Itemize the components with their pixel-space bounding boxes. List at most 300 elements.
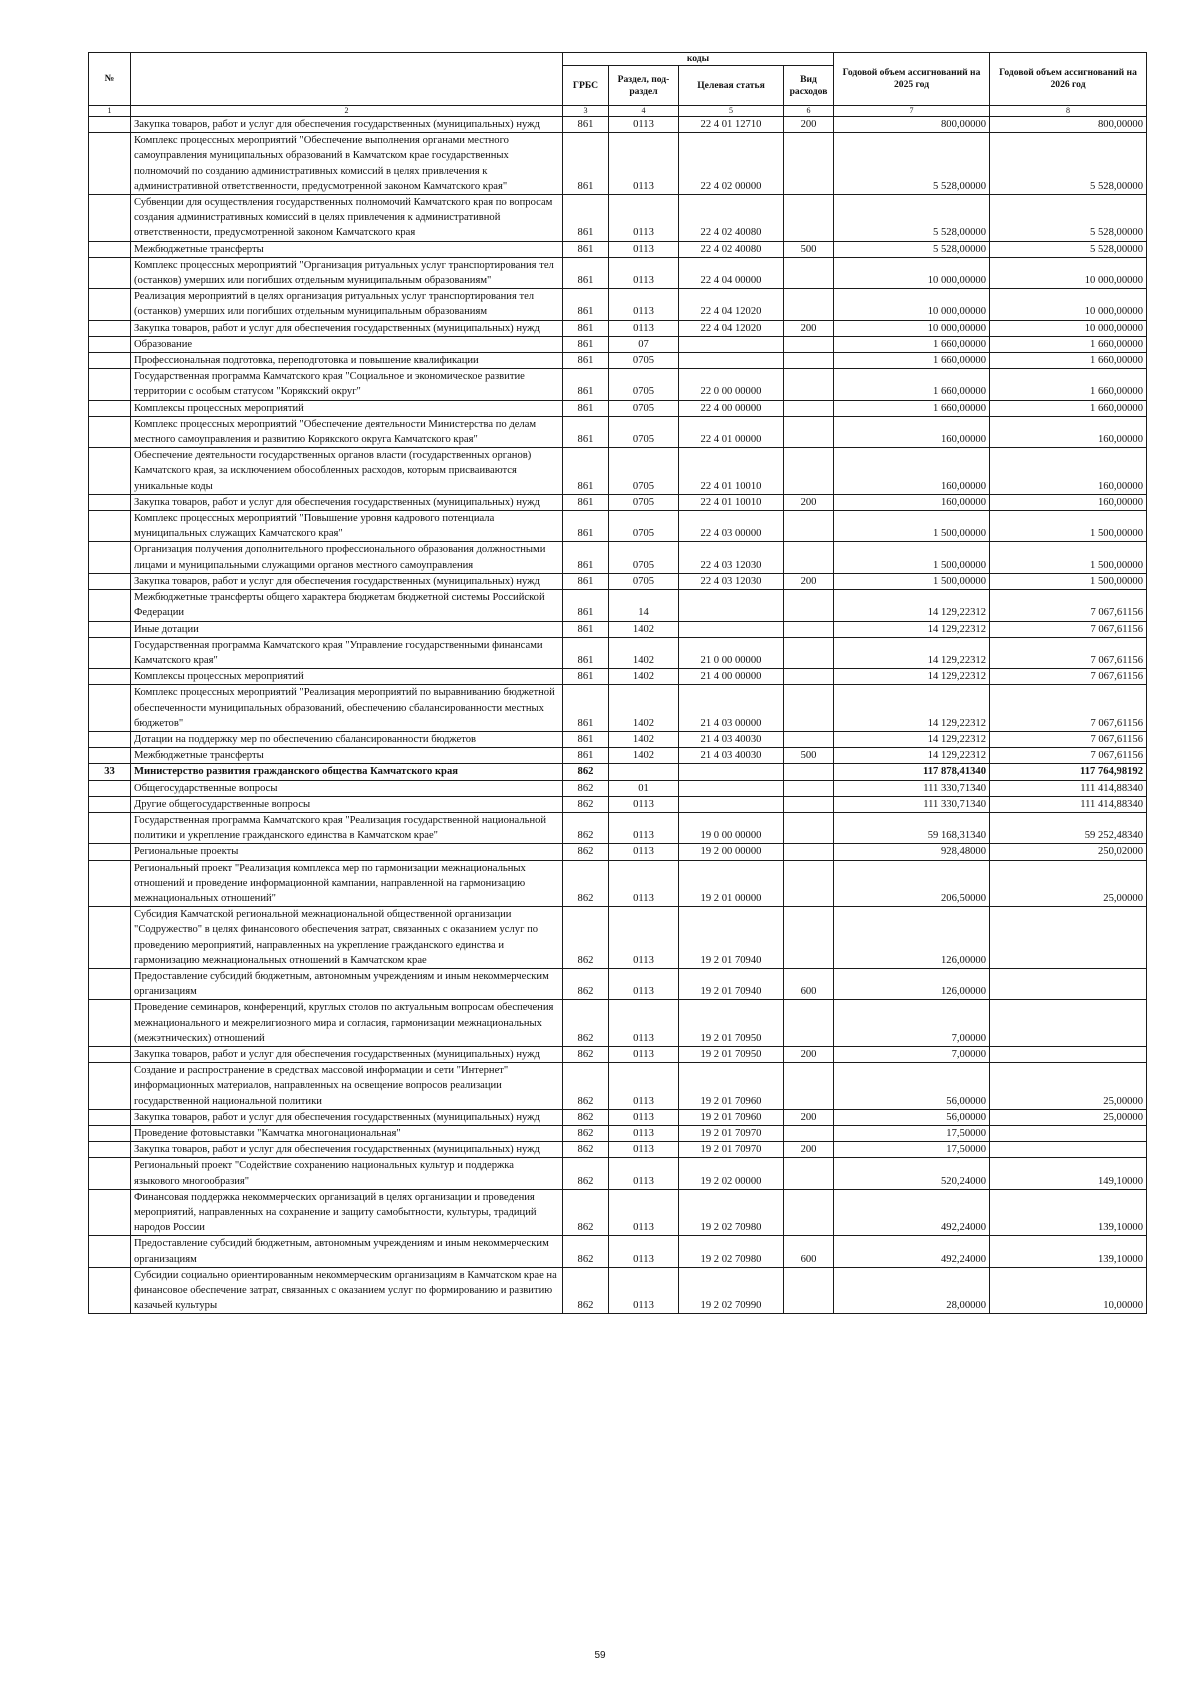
row-target <box>679 780 784 796</box>
row-amount-2025: 1 660,00000 <box>834 400 990 416</box>
row-target: 19 2 00 00000 <box>679 844 784 860</box>
row-amount-2025: 160,00000 <box>834 416 990 447</box>
row-target: 21 4 03 40030 <box>679 748 784 764</box>
row-section: 0113 <box>609 117 679 133</box>
row-number <box>89 637 131 668</box>
row-amount-2026: 7 067,61156 <box>990 685 1147 732</box>
row-name: Комплекс процессных мероприятий "Повышение уровня кадрового потенциала муниципальных служащих Камчатского края" <box>131 511 563 542</box>
row-amount-2026: 111 414,88340 <box>990 780 1147 796</box>
table-row <box>89 511 1147 542</box>
row-amount-2025: 928,48000 <box>834 844 990 860</box>
row-section: 0113 <box>609 796 679 812</box>
row-number <box>89 731 131 747</box>
row-name: Региональный проект "Содействие сохранению национальных культур и поддержка языкового многообразия" <box>131 1158 563 1189</box>
table-row <box>89 748 1147 764</box>
row-grbs: 862 <box>563 780 609 796</box>
row-target: 22 4 03 00000 <box>679 511 784 542</box>
table-row <box>89 1189 1147 1236</box>
header-section: Раздел, под-раздел <box>609 66 679 106</box>
row-section: 0113 <box>609 812 679 843</box>
row-amount-2026 <box>990 907 1147 969</box>
row-grbs: 861 <box>563 195 609 242</box>
header-no: № <box>89 53 131 106</box>
row-section: 0113 <box>609 1046 679 1062</box>
row-section: 0705 <box>609 542 679 573</box>
table-row <box>89 907 1147 969</box>
row-section: 0113 <box>609 1189 679 1236</box>
row-amount-2025: 206,50000 <box>834 860 990 907</box>
row-amount-2025: 1 500,00000 <box>834 573 990 589</box>
row-number <box>89 748 131 764</box>
row-amount-2026: 149,10000 <box>990 1158 1147 1189</box>
row-amount-2026: 59 252,48340 <box>990 812 1147 843</box>
row-number <box>89 400 131 416</box>
row-number <box>89 844 131 860</box>
row-section: 0705 <box>609 400 679 416</box>
table-row <box>89 860 1147 907</box>
row-amount-2026 <box>990 1126 1147 1142</box>
row-target: 19 2 02 00000 <box>679 1158 784 1189</box>
row-amount-2025: 17,50000 <box>834 1126 990 1142</box>
row-amount-2025: 126,00000 <box>834 907 990 969</box>
row-amount-2026: 7 067,61156 <box>990 669 1147 685</box>
row-amount-2026: 1 500,00000 <box>990 573 1147 589</box>
row-target: 22 4 01 00000 <box>679 416 784 447</box>
row-name: Закупка товаров, работ и услуг для обеспечения государственных (муниципальных) нужд <box>131 117 563 133</box>
row-target: 19 2 01 70970 <box>679 1142 784 1158</box>
row-grbs: 861 <box>563 542 609 573</box>
row-amount-2025: 14 129,22312 <box>834 590 990 621</box>
row-section <box>609 764 679 780</box>
row-name: Закупка товаров, работ и услуг для обеспечения государственных (муниципальных) нужд <box>131 573 563 589</box>
row-name: Предоставление субсидий бюджетным, автономным учреждениям и иным некоммерческим организациям <box>131 968 563 999</box>
row-section: 0113 <box>609 968 679 999</box>
row-grbs: 861 <box>563 621 609 637</box>
row-name: Образование <box>131 336 563 352</box>
row-expense-type <box>784 1063 834 1110</box>
row-amount-2026: 1 660,00000 <box>990 336 1147 352</box>
row-expense-type <box>784 764 834 780</box>
table-row <box>89 133 1147 195</box>
row-number <box>89 257 131 288</box>
row-target: 22 4 02 40080 <box>679 241 784 257</box>
row-grbs: 861 <box>563 133 609 195</box>
row-section: 0113 <box>609 1236 679 1267</box>
row-target <box>679 353 784 369</box>
row-expense-type: 200 <box>784 573 834 589</box>
row-grbs: 861 <box>563 511 609 542</box>
row-target: 19 2 02 70990 <box>679 1267 784 1314</box>
row-name: Межбюджетные трансферты <box>131 748 563 764</box>
row-grbs: 862 <box>563 1158 609 1189</box>
table-row <box>89 764 1147 780</box>
row-number <box>89 133 131 195</box>
row-amount-2026: 7 067,61156 <box>990 637 1147 668</box>
row-amount-2026: 5 528,00000 <box>990 133 1147 195</box>
row-amount-2026: 7 067,61156 <box>990 731 1147 747</box>
table-row <box>89 590 1147 621</box>
row-section: 0705 <box>609 448 679 495</box>
row-amount-2025: 10 000,00000 <box>834 289 990 320</box>
row-number <box>89 1126 131 1142</box>
table-row <box>89 241 1147 257</box>
row-target: 19 2 01 70950 <box>679 1046 784 1062</box>
row-amount-2025: 7,00000 <box>834 1046 990 1062</box>
table-row <box>89 1063 1147 1110</box>
row-name: Комплекс процессных мероприятий "Обеспечение деятельности Министерства по делам местного самоуправления и развитию Корякского округа Камчатского края" <box>131 416 563 447</box>
row-grbs: 862 <box>563 1189 609 1236</box>
row-number <box>89 241 131 257</box>
row-name: Комплекс процессных мероприятий "Реализация мероприятий по выравниванию бюджетной обеспеченности муниципальных образований, обеспечению сбалансированности местных бюджетов" <box>131 685 563 732</box>
row-expense-type <box>784 195 834 242</box>
row-grbs: 861 <box>563 400 609 416</box>
row-amount-2025: 111 330,71340 <box>834 796 990 812</box>
row-amount-2025: 5 528,00000 <box>834 241 990 257</box>
row-name: Комплекс процессных мероприятий "Организация ритуальных услуг транспортирования тел (останков) умерших или погибших отдельным муниципальным образованиям" <box>131 257 563 288</box>
row-amount-2025: 117 878,41340 <box>834 764 990 780</box>
row-section: 0113 <box>609 1267 679 1314</box>
row-grbs: 862 <box>563 1046 609 1062</box>
row-number <box>89 1046 131 1062</box>
row-target <box>679 590 784 621</box>
header-grbs: ГРБС <box>563 66 609 106</box>
table-row <box>89 542 1147 573</box>
table-row <box>89 1158 1147 1189</box>
row-name: Общегосударственные вопросы <box>131 780 563 796</box>
col-number: 7 <box>834 106 990 117</box>
row-section: 0113 <box>609 257 679 288</box>
row-amount-2025: 59 168,31340 <box>834 812 990 843</box>
row-section: 0705 <box>609 416 679 447</box>
table-row <box>89 573 1147 589</box>
row-amount-2025: 160,00000 <box>834 494 990 510</box>
row-expense-type <box>784 812 834 843</box>
row-expense-type <box>784 1189 834 1236</box>
row-number <box>89 195 131 242</box>
row-amount-2025: 492,24000 <box>834 1236 990 1267</box>
table-row <box>89 1000 1147 1047</box>
row-number <box>89 1236 131 1267</box>
row-number <box>89 1158 131 1189</box>
row-target <box>679 764 784 780</box>
row-grbs: 861 <box>563 494 609 510</box>
table-row <box>89 336 1147 352</box>
row-number <box>89 685 131 732</box>
row-section: 1402 <box>609 637 679 668</box>
row-section: 0113 <box>609 133 679 195</box>
row-expense-type <box>784 621 834 637</box>
row-amount-2026 <box>990 1000 1147 1047</box>
row-expense-type: 200 <box>784 320 834 336</box>
row-number <box>89 416 131 447</box>
row-amount-2025: 160,00000 <box>834 448 990 495</box>
row-expense-type <box>784 336 834 352</box>
row-number <box>89 369 131 400</box>
header-target: Целевая статья <box>679 66 784 106</box>
row-grbs: 861 <box>563 669 609 685</box>
row-target: 21 4 03 00000 <box>679 685 784 732</box>
row-expense-type <box>784 353 834 369</box>
row-expense-type <box>784 1267 834 1314</box>
row-grbs: 861 <box>563 448 609 495</box>
row-grbs: 861 <box>563 416 609 447</box>
row-amount-2026: 10 000,00000 <box>990 320 1147 336</box>
row-number <box>89 907 131 969</box>
row-number <box>89 796 131 812</box>
row-expense-type: 200 <box>784 1046 834 1062</box>
row-expense-type <box>784 637 834 668</box>
row-amount-2025: 1 500,00000 <box>834 511 990 542</box>
row-section: 0113 <box>609 860 679 907</box>
row-name: Региональный проект "Реализация комплекса мер по гармонизации межнациональных отношений и проведение информационной кампании, направленной на гармонизацию межнациональных отношений" <box>131 860 563 907</box>
row-target: 22 4 01 10010 <box>679 448 784 495</box>
row-expense-type <box>784 257 834 288</box>
row-amount-2025: 111 330,71340 <box>834 780 990 796</box>
row-number <box>89 1063 131 1110</box>
row-name: Комплекс процессных мероприятий "Обеспечение выполнения органами местного самоуправления муниципальных образований в Камчатском крае государственных полномочий по созданию административных комиссий в целях привлечения к административной ответственности, предусмотренной законом Камчатского края" <box>131 133 563 195</box>
row-amount-2025: 1 660,00000 <box>834 369 990 400</box>
row-section: 07 <box>609 336 679 352</box>
row-amount-2025: 126,00000 <box>834 968 990 999</box>
table-row <box>89 1046 1147 1062</box>
row-name: Закупка товаров, работ и услуг для обеспечения государственных (муниципальных) нужд <box>131 494 563 510</box>
row-expense-type <box>784 448 834 495</box>
row-name: Межбюджетные трансферты <box>131 241 563 257</box>
row-target <box>679 796 784 812</box>
budget-table <box>88 52 1147 1314</box>
row-amount-2026: 111 414,88340 <box>990 796 1147 812</box>
row-amount-2025: 14 129,22312 <box>834 685 990 732</box>
row-number <box>89 542 131 573</box>
row-amount-2025: 28,00000 <box>834 1267 990 1314</box>
row-number <box>89 494 131 510</box>
row-name: Проведение фотовыставки "Камчатка многонациональная" <box>131 1126 563 1142</box>
col-number: 5 <box>679 106 784 117</box>
row-grbs: 861 <box>563 353 609 369</box>
row-section: 0705 <box>609 511 679 542</box>
table-row <box>89 669 1147 685</box>
row-name: Закупка товаров, работ и услуг для обеспечения государственных (муниципальных) нужд <box>131 1109 563 1125</box>
row-target: 22 0 00 00000 <box>679 369 784 400</box>
table-row <box>89 1142 1147 1158</box>
row-amount-2025: 492,24000 <box>834 1189 990 1236</box>
row-target <box>679 621 784 637</box>
row-grbs: 862 <box>563 907 609 969</box>
row-grbs: 862 <box>563 1142 609 1158</box>
row-amount-2026: 10 000,00000 <box>990 257 1147 288</box>
row-number <box>89 1189 131 1236</box>
row-grbs: 862 <box>563 844 609 860</box>
row-grbs: 861 <box>563 117 609 133</box>
row-amount-2026: 1 500,00000 <box>990 511 1147 542</box>
row-section: 1402 <box>609 669 679 685</box>
row-name: Государственная программа Камчатского края "Управление государственными финансами Камчатского края" <box>131 637 563 668</box>
row-number <box>89 1000 131 1047</box>
row-name: Реализация мероприятий в целях организация ритуальных услуг транспортирования тел (останков) умерших или погибших отдельным муниципальным образованиям <box>131 289 563 320</box>
row-section: 0705 <box>609 353 679 369</box>
row-amount-2025: 14 129,22312 <box>834 621 990 637</box>
table-row <box>89 812 1147 843</box>
row-amount-2026: 139,10000 <box>990 1236 1147 1267</box>
row-amount-2026 <box>990 1142 1147 1158</box>
row-target: 19 2 01 70950 <box>679 1000 784 1047</box>
table-row <box>89 353 1147 369</box>
col-number: 3 <box>563 106 609 117</box>
row-grbs: 861 <box>563 637 609 668</box>
row-grbs: 862 <box>563 1267 609 1314</box>
row-target: 22 4 02 00000 <box>679 133 784 195</box>
table-row <box>89 1236 1147 1267</box>
row-amount-2025: 10 000,00000 <box>834 257 990 288</box>
table-row <box>89 448 1147 495</box>
row-grbs: 862 <box>563 1109 609 1125</box>
col-number: 6 <box>784 106 834 117</box>
table-row <box>89 796 1147 812</box>
row-number <box>89 590 131 621</box>
row-number <box>89 336 131 352</box>
row-expense-type: 200 <box>784 1142 834 1158</box>
row-number <box>89 780 131 796</box>
row-expense-type <box>784 400 834 416</box>
row-target: 19 2 01 70970 <box>679 1126 784 1142</box>
budget-table-page <box>88 52 1146 1314</box>
row-amount-2026: 117 764,98192 <box>990 764 1147 780</box>
row-section: 0705 <box>609 369 679 400</box>
row-amount-2025: 7,00000 <box>834 1000 990 1047</box>
row-expense-type <box>784 590 834 621</box>
row-section: 0113 <box>609 1063 679 1110</box>
table-row <box>89 1267 1147 1314</box>
row-name: Закупка товаров, работ и услуг для обеспечения государственных (муниципальных) нужд <box>131 1046 563 1062</box>
row-expense-type: 200 <box>784 117 834 133</box>
row-grbs: 862 <box>563 812 609 843</box>
row-section: 0705 <box>609 494 679 510</box>
row-amount-2026: 1 660,00000 <box>990 400 1147 416</box>
row-expense-type: 200 <box>784 494 834 510</box>
row-expense-type <box>784 860 834 907</box>
row-target: 22 4 04 12020 <box>679 320 784 336</box>
row-target: 21 4 03 40030 <box>679 731 784 747</box>
row-section: 0113 <box>609 1158 679 1189</box>
row-target: 22 4 01 10010 <box>679 494 784 510</box>
row-amount-2026: 10,00000 <box>990 1267 1147 1314</box>
row-amount-2025: 14 129,22312 <box>834 731 990 747</box>
row-grbs: 862 <box>563 860 609 907</box>
row-section: 1402 <box>609 731 679 747</box>
row-expense-type <box>784 1158 834 1189</box>
row-target: 21 4 00 00000 <box>679 669 784 685</box>
row-amount-2025: 10 000,00000 <box>834 320 990 336</box>
row-amount-2026: 160,00000 <box>990 416 1147 447</box>
row-amount-2025: 14 129,22312 <box>834 748 990 764</box>
row-amount-2025: 56,00000 <box>834 1109 990 1125</box>
row-amount-2025: 17,50000 <box>834 1142 990 1158</box>
row-amount-2025: 56,00000 <box>834 1063 990 1110</box>
col-number: 1 <box>89 106 131 117</box>
table-row <box>89 320 1147 336</box>
row-target: 22 4 03 12030 <box>679 542 784 573</box>
row-expense-type <box>784 685 834 732</box>
row-grbs: 862 <box>563 1000 609 1047</box>
row-name: Комплексы процессных мероприятий <box>131 669 563 685</box>
row-expense-type <box>784 542 834 573</box>
row-amount-2026: 1 500,00000 <box>990 542 1147 573</box>
row-grbs: 861 <box>563 320 609 336</box>
row-target: 19 2 01 00000 <box>679 860 784 907</box>
row-grbs: 861 <box>563 731 609 747</box>
row-name: Субвенции для осуществления государственных полномочий Камчатского края по вопросам создания административных комиссий в целях привлечения к административной ответственности, предусмотренной законом Камчатского края <box>131 195 563 242</box>
row-number <box>89 573 131 589</box>
row-section: 0113 <box>609 1142 679 1158</box>
table-row <box>89 195 1147 242</box>
table-row <box>89 1126 1147 1142</box>
table-body <box>89 117 1147 1314</box>
table-row <box>89 289 1147 320</box>
row-name: Региональные проекты <box>131 844 563 860</box>
row-name: Субсидии социально ориентированным некоммерческим организациям в Камчатском крае на финансовое обеспечение затрат, связанных с оказанием услуг по формированию и развитию казачьей культуры <box>131 1267 563 1314</box>
row-name: Профессиональная подготовка, переподготовка и повышение квалификации <box>131 353 563 369</box>
col-number: 4 <box>609 106 679 117</box>
row-name: Субсидия Камчатской региональной межнациональной общественной организации "Содружество" в целях финансового обеспечения затрат, связанных с оказанием услуг по проведению мероприятий, направленных на укрепление гражданского единства и гармонизацию межнациональных отношений в Камчатском крае <box>131 907 563 969</box>
table-row <box>89 416 1147 447</box>
row-target: 22 4 04 12020 <box>679 289 784 320</box>
row-name: Иные дотации <box>131 621 563 637</box>
row-name: Государственная программа Камчатского края "Реализация государственной национальной политики и укрепление гражданского единства в Камчатском крае" <box>131 812 563 843</box>
row-section: 1402 <box>609 748 679 764</box>
row-name: Закупка товаров, работ и услуг для обеспечения государственных (муниципальных) нужд <box>131 320 563 336</box>
row-section: 0113 <box>609 289 679 320</box>
row-grbs: 861 <box>563 241 609 257</box>
row-name: Дотации на поддержку мер по обеспечению сбалансированности бюджетов <box>131 731 563 747</box>
table-row <box>89 731 1147 747</box>
table-row <box>89 1109 1147 1125</box>
row-target: 19 0 00 00000 <box>679 812 784 843</box>
row-expense-type <box>784 731 834 747</box>
row-name: Предоставление субсидий бюджетным, автономным учреждениям и иным некоммерческим организациям <box>131 1236 563 1267</box>
table-row <box>89 369 1147 400</box>
row-expense-type <box>784 796 834 812</box>
header-expense-type: Вид расходов <box>784 66 834 106</box>
row-grbs: 861 <box>563 257 609 288</box>
table-row <box>89 494 1147 510</box>
row-number <box>89 289 131 320</box>
row-target: 21 0 00 00000 <box>679 637 784 668</box>
row-section: 0113 <box>609 1000 679 1047</box>
row-section: 14 <box>609 590 679 621</box>
header-codes: коды <box>563 53 834 66</box>
row-section: 0113 <box>609 320 679 336</box>
row-target: 22 4 00 00000 <box>679 400 784 416</box>
row-target <box>679 336 784 352</box>
row-grbs: 862 <box>563 1063 609 1110</box>
row-amount-2025: 5 528,00000 <box>834 133 990 195</box>
row-number <box>89 968 131 999</box>
row-expense-type <box>784 289 834 320</box>
row-expense-type <box>784 369 834 400</box>
row-number: 33 <box>89 764 131 780</box>
row-expense-type: 500 <box>784 241 834 257</box>
header-vol2025: Годовой объем ассигнований на 2025 год <box>834 53 990 106</box>
row-section: 1402 <box>609 685 679 732</box>
row-amount-2025: 800,00000 <box>834 117 990 133</box>
col-number: 8 <box>990 106 1147 117</box>
row-grbs: 861 <box>563 336 609 352</box>
table-row <box>89 968 1147 999</box>
row-target: 22 4 02 40080 <box>679 195 784 242</box>
row-name: Межбюджетные трансферты общего характера бюджетам бюджетной системы Российской Федерации <box>131 590 563 621</box>
row-expense-type <box>784 669 834 685</box>
row-grbs: 861 <box>563 573 609 589</box>
